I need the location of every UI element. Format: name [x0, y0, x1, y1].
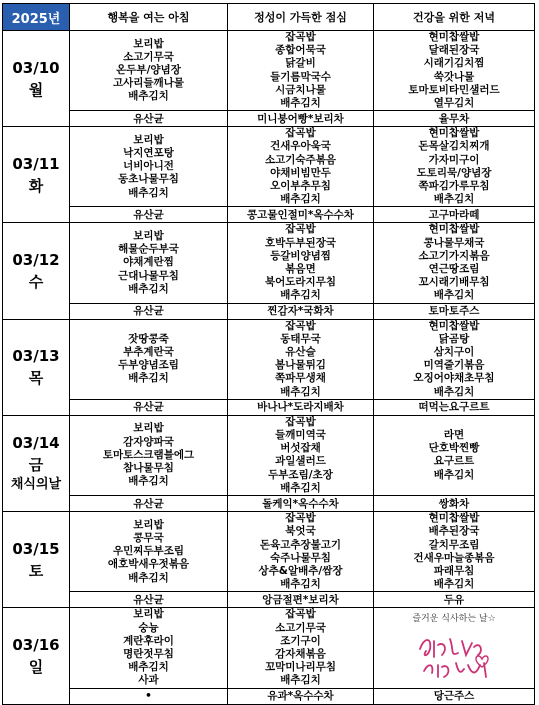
menu-item: 동태무국 [280, 332, 321, 345]
weekday-label: 월 [28, 80, 44, 99]
menu-item: 닭곰탕 [438, 332, 470, 345]
day-menu-row [3, 127, 535, 207]
dinner-header: 건강을 위한 저녁 [374, 4, 535, 31]
menu-item: 숭늉 [138, 621, 159, 634]
menu-item: 배추김치 [128, 372, 169, 385]
menu-item: 버섯잡채 [280, 442, 321, 455]
menu-item: 배추김치 [433, 385, 475, 398]
menu-item: 토마토스크램블에그 [102, 448, 195, 461]
lunch-menu-cell [228, 415, 374, 495]
weekday-label: 목 [28, 369, 44, 388]
lunch-menu-cell [228, 319, 374, 399]
menu-item: 낙지연포탕 [123, 147, 174, 160]
snack-cell: 유산균 [70, 496, 228, 512]
snack-row [3, 399, 535, 415]
menu-item: 야채비빔만두 [270, 166, 331, 179]
menu-item: 호박두부된장국 [264, 236, 336, 249]
menu-item: 꼬시래기배무침 [418, 276, 490, 289]
menu-item: 상추&알배추/쌈장 [258, 564, 343, 577]
lunch-menu-cell [228, 223, 374, 303]
lunch-menu-cell [228, 31, 374, 111]
weekday-label: 금 [28, 456, 44, 475]
menu-item: 잡곡밥 [285, 415, 316, 428]
menu-item: 잡곡밥 [285, 608, 316, 621]
menu-item: 고사리들깨나물 [112, 77, 184, 90]
special-day-label: 채식의날 [10, 477, 62, 493]
menu-item: 잡곡밥 [285, 512, 316, 525]
date-cell [3, 127, 70, 223]
menu-item: 과일샐러드 [275, 455, 326, 468]
snack-cell: 유과*옥수수차 [228, 688, 374, 704]
snack-cell: 미니붕어빵*보리차 [228, 111, 374, 127]
menu-item: 배추김치 [128, 186, 169, 199]
menu-item: 감자채볶음 [275, 647, 326, 660]
menu-item: 우민찌두부조림 [112, 545, 184, 558]
snack-row [3, 207, 535, 223]
dinner-menu-cell [374, 415, 535, 495]
menu-item: 토마토비타민샐러드 [408, 83, 500, 96]
menu-item: 현미찹쌀밥 [428, 127, 480, 140]
dinner-menu-cell [374, 127, 535, 207]
menu-item: 현미찹쌀밥 [428, 31, 480, 43]
snack-cell: 쌍화차 [374, 496, 535, 512]
menu-item: 봄나물튀김 [275, 359, 326, 372]
menu-item: 배추된장국 [428, 525, 480, 538]
date-cell [3, 512, 70, 608]
menu-item: 배추김치 [128, 661, 169, 674]
menu-item: 오이부추무침 [270, 180, 331, 193]
lunch-menu-cell [228, 608, 374, 688]
menu-item: 보리밥 [133, 518, 164, 531]
menu-item: 야채계란찜 [123, 256, 174, 269]
menu-item: 너비아니전 [123, 160, 174, 173]
dinner-menu-cell [374, 608, 535, 688]
menu-item: 북엇국 [285, 525, 316, 538]
breakfast-menu-cell [70, 608, 228, 688]
menu-item: 보리밥 [133, 608, 164, 621]
menu-item: 소고기무국 [275, 621, 326, 634]
date-label: 03/11 [12, 154, 60, 173]
menu-item: 배추김치 [128, 571, 169, 584]
menu-item: 소고기무국 [123, 50, 174, 63]
menu-item: 쑥갓나물 [433, 70, 475, 83]
snack-cell: 율무차 [374, 111, 535, 127]
menu-item: 사과 [138, 674, 159, 687]
menu-item: 조기구이 [280, 634, 321, 647]
menu-item: 해물순두부국 [118, 243, 179, 256]
menu-item: 돈육고추장불고기 [259, 538, 342, 551]
snack-cell: 유산균 [70, 111, 228, 127]
menu-item: 달래된장국 [428, 44, 480, 57]
menu-item: 잡곡밥 [285, 319, 316, 332]
snack-row [3, 592, 535, 608]
menu-item: 꼬막미나리무침 [264, 661, 336, 674]
day-menu-row [3, 512, 535, 592]
lunch-header: 정성이 가득한 점심 [228, 4, 374, 31]
date-label: 03/16 [12, 635, 60, 654]
dinner-menu-cell [374, 319, 535, 399]
breakfast-menu-cell [70, 31, 228, 111]
menu-item: 계란후라이 [123, 634, 174, 647]
menu-item: 근대나물무침 [118, 269, 179, 282]
dinner-menu-cell [374, 223, 535, 303]
menu-item: 미역줄기볶음 [423, 359, 485, 372]
dinner-caption: 즐거운 식사하는 날☆ [412, 613, 496, 624]
menu-item: 요구르트 [433, 455, 475, 468]
menu-item: 배추김치 [280, 97, 321, 110]
weekday-label: 화 [28, 176, 44, 195]
snack-row [3, 496, 535, 512]
header-row [3, 4, 535, 31]
menu-item: 애호박새우젓볶음 [107, 558, 190, 571]
menu-item: 갈치무조림 [428, 538, 480, 551]
breakfast-header: 행복을 여는 아침 [70, 4, 228, 31]
snack-cell: 당근주스 [374, 688, 535, 704]
menu-item: 배추김치 [128, 282, 169, 295]
menu-item: 배추김치 [433, 578, 475, 591]
menu-item: 보리밥 [133, 37, 164, 50]
weekday-label: 일 [28, 657, 44, 676]
menu-item: 건새우마늘종볶음 [413, 551, 495, 564]
menu-item: 시래기김치찜 [423, 57, 485, 70]
menu-item: 들깨미역국 [275, 429, 326, 442]
menu-item: 종합어묵국 [275, 44, 326, 57]
snack-cell: 돌케익*옥수수차 [228, 496, 374, 512]
day-menu-row [3, 31, 535, 111]
breakfast-menu-cell [70, 415, 228, 495]
menu-item: 볶음면 [285, 263, 316, 276]
menu-item: 배추김치 [128, 90, 169, 103]
breakfast-menu-cell [70, 223, 228, 303]
menu-item: 연근땅조림 [428, 263, 480, 276]
menu-item: 북어도라지무침 [264, 276, 336, 289]
menu-item: 등갈비양념찜 [270, 249, 331, 262]
year-header: 2025년 [3, 4, 70, 31]
menu-item: 현미찹쌀밥 [428, 512, 480, 525]
date-cell [3, 31, 70, 127]
breakfast-menu-cell [70, 319, 228, 399]
snack-cell: 유산균 [70, 303, 228, 319]
weekday-label: 토 [28, 561, 44, 580]
menu-item: 보리밥 [133, 422, 164, 435]
menu-item: 삼치구이 [433, 346, 475, 359]
menu-item: 두부양념조림 [118, 359, 179, 372]
menu-item: 가자미구이 [428, 153, 480, 166]
menu-item: 소고기가지볶음 [418, 249, 490, 262]
menu-item: 배추김치 [433, 193, 475, 206]
snack-cell: 유산균 [70, 592, 228, 608]
date-cell [3, 319, 70, 415]
breakfast-menu-cell [70, 512, 228, 592]
menu-item: 도토리묵/양념장 [416, 166, 492, 179]
menu-item: 쪽파김가루무침 [418, 180, 490, 193]
date-label: 03/15 [12, 539, 60, 558]
lunch-menu-cell [228, 512, 374, 592]
menu-item: 열무김치 [433, 97, 475, 110]
date-label: 03/10 [12, 58, 60, 77]
menu-item: 명란젓무침 [123, 647, 174, 660]
menu-item: 보리밥 [133, 230, 164, 243]
handwritten-signature-icon [414, 627, 494, 683]
menu-item: 콩나물무채국 [423, 236, 485, 249]
date-cell [3, 223, 70, 319]
menu-item: 배추김치 [280, 578, 321, 591]
menu-item: 라면 [443, 429, 465, 442]
snack-cell: 두유 [374, 592, 535, 608]
snack-cell: 콩고물인절미*옥수수차 [228, 207, 374, 223]
menu-item: 온두부/양념장 [116, 64, 181, 76]
menu-item: 잡곡밥 [285, 31, 316, 43]
menu-item: 건새우아욱국 [270, 140, 331, 153]
menu-item: 두부조림/초장 [268, 468, 333, 481]
date-label: 03/12 [12, 251, 60, 270]
menu-item: 배추김치 [280, 193, 321, 206]
menu-item: 들기름막국수 [270, 70, 331, 83]
menu-item: 참나물무침 [123, 462, 174, 475]
menu-item: 배추김치 [128, 475, 169, 488]
menu-item: 배추김치 [280, 385, 321, 398]
menu-item: 콩무국 [133, 531, 164, 544]
menu-item: 현미찹쌀밥 [428, 223, 480, 236]
menu-item: 배추김치 [280, 674, 321, 687]
menu-item: 숙주나물무침 [270, 551, 331, 564]
day-menu-row [3, 223, 535, 303]
snack-cell: 찐감자*국화차 [228, 303, 374, 319]
date-label: 03/13 [12, 347, 60, 366]
menu-item: 배추김치 [280, 481, 321, 494]
snack-cell: • [70, 688, 228, 704]
menu-item: 잡곡밥 [285, 127, 316, 140]
menu-item: 오징어야채초무침 [413, 372, 495, 385]
date-cell [3, 415, 70, 511]
snack-cell: 앙금절편*보리차 [228, 592, 374, 608]
snack-cell: 토마토주스 [374, 303, 535, 319]
snack-cell: 유산균 [70, 207, 228, 223]
menu-item: 부추계란국 [123, 346, 174, 359]
snack-cell: 고구마라떼 [374, 207, 535, 223]
snack-row [3, 688, 535, 704]
snack-row [3, 303, 535, 319]
breakfast-menu-cell [70, 127, 228, 207]
menu-item: 보리밥 [133, 133, 164, 146]
day-menu-row [3, 415, 535, 495]
menu-item: 현미찹쌀밥 [428, 319, 480, 332]
menu-item: 동초나물무침 [118, 173, 179, 186]
dinner-menu-cell [374, 31, 535, 111]
snack-cell: 유산균 [70, 399, 228, 415]
menu-item: 시금치나물 [275, 83, 326, 96]
menu-item: 쪽파무생채 [275, 372, 326, 385]
menu-item: 돈목살김치찌개 [418, 140, 490, 153]
snack-cell: 바나나*도라지배차 [228, 399, 374, 415]
menu-item: 잣땅콩죽 [128, 332, 169, 345]
menu-item: 배추김치 [433, 289, 475, 302]
menu-item: 배추김치 [280, 289, 321, 302]
day-menu-row [3, 608, 535, 688]
date-label: 03/14 [12, 434, 60, 453]
menu-item: 감자양파국 [123, 435, 174, 448]
menu-item: 닭갈비 [285, 57, 316, 70]
menu-item: 단호박찐빵 [428, 442, 480, 455]
menu-item: 잡곡밥 [285, 223, 316, 236]
snack-cell: 떠먹는요구르트 [374, 399, 535, 415]
date-cell [3, 608, 70, 704]
menu-item: 배추김치 [433, 468, 475, 481]
menu-item: 파래무침 [433, 564, 475, 577]
snack-row [3, 111, 535, 127]
weekday-label: 수 [28, 273, 44, 292]
lunch-menu-cell [228, 127, 374, 207]
meal-plan-table [2, 3, 535, 705]
menu-item: 유산슬 [285, 346, 316, 359]
menu-item: 소고기숙주볶음 [264, 153, 336, 166]
day-menu-row [3, 319, 535, 399]
dinner-menu-cell [374, 512, 535, 592]
